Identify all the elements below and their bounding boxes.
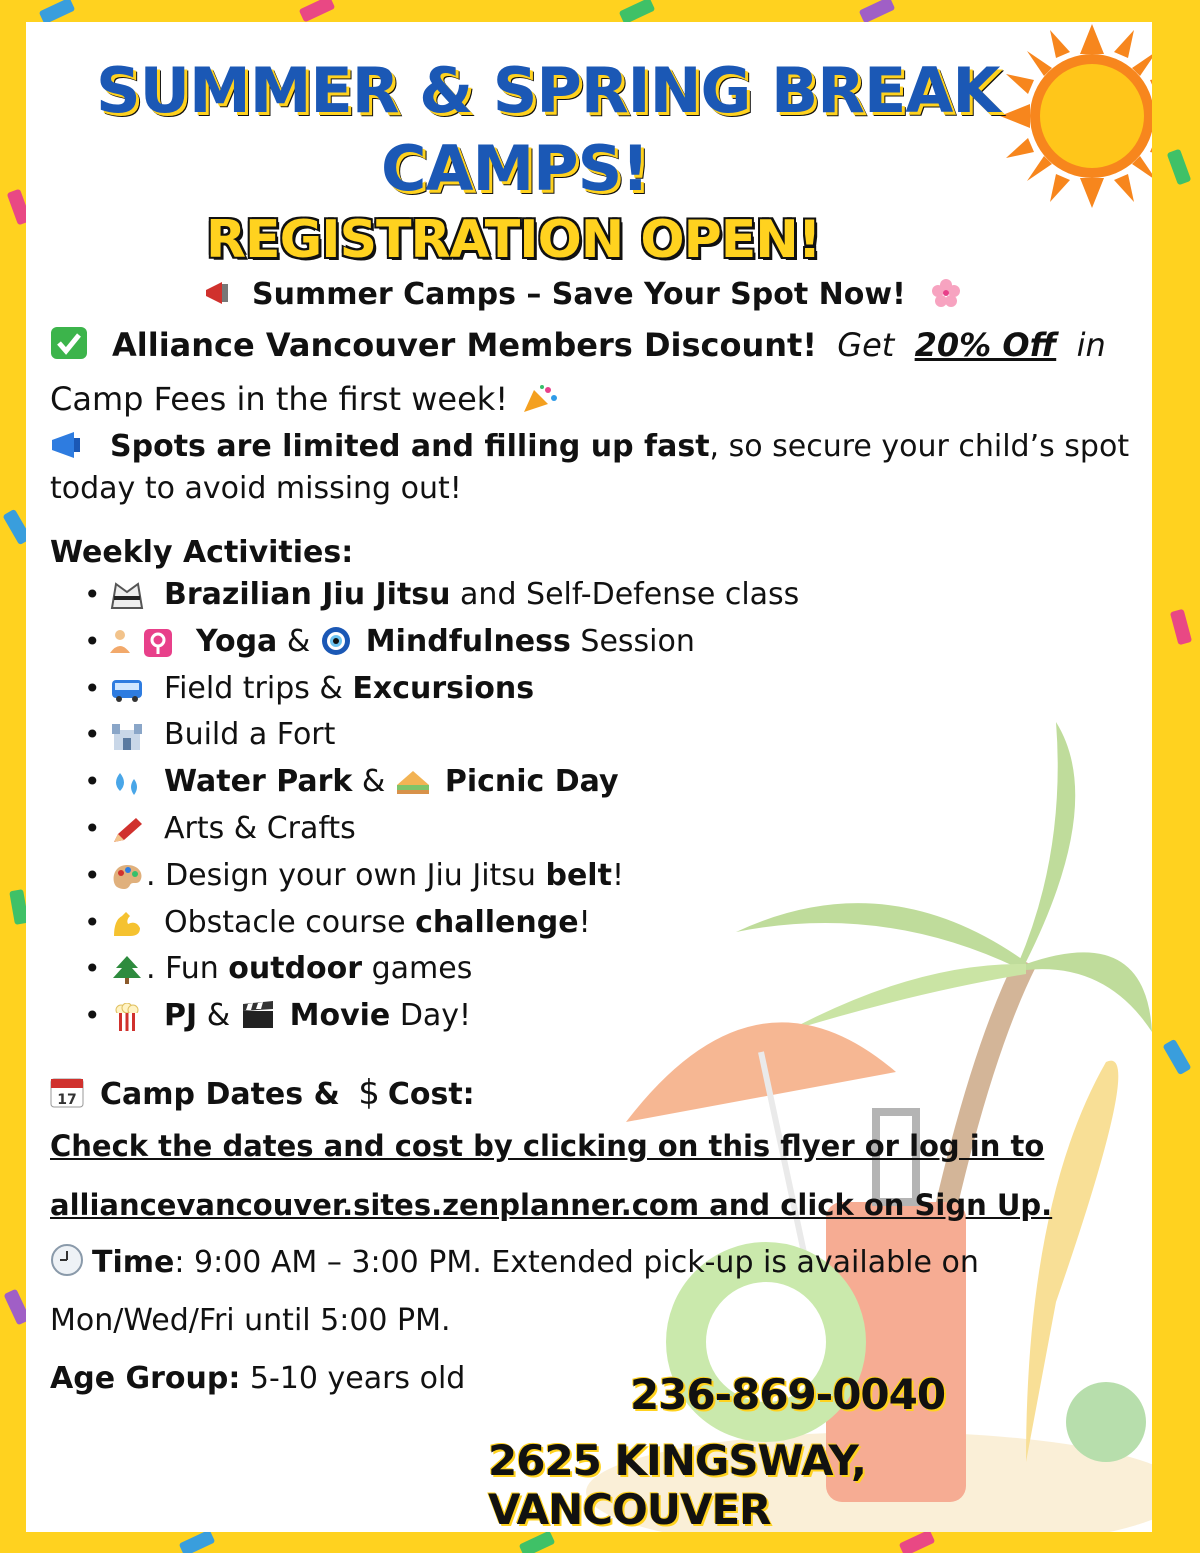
time-line2: Mon/Wed/Fri until 5:00 PM. [50, 1303, 451, 1338]
yoga-icon [108, 629, 178, 657]
list-item: • Obstacle course challenge! [84, 900, 799, 947]
spots-line2: today to avoid missing out! [50, 471, 462, 506]
list-item: • PJ & Movie Day! [84, 993, 799, 1040]
list-item: • Build a Fort [84, 712, 799, 759]
svg-text:17: 17 [57, 1092, 77, 1108]
clapper-board-icon [240, 1001, 276, 1029]
list-item: • . Fun outdoor games [84, 946, 799, 993]
time-line: Time: 9:00 AM – 3:00 PM. Extended pick-up is available on [50, 1242, 979, 1284]
activities-heading: Weekly Activities: [50, 535, 354, 570]
discount-line: Alliance Vancouver Members Discount! Get 20% Off in [50, 324, 1130, 366]
address: 2625 KINGSWAY, VANCOUVER [488, 1436, 866, 1532]
list-item: • Arts & Crafts [84, 806, 799, 853]
party-popper-icon [522, 384, 558, 414]
calendar-icon [50, 1076, 84, 1108]
phone-number[interactable]: 236-869-0040 [630, 1370, 946, 1419]
list-item: • Yoga & Mindfulness Session [84, 619, 799, 666]
list-item: • . Design your own Jiu Jitsu belt! [84, 853, 799, 900]
spots-line: Spots are limited and filling up fast, so secure your child’s spot [50, 426, 1129, 468]
cherry-blossom-icon [928, 278, 964, 308]
water-splash-icon [110, 769, 144, 797]
sandwich-icon [395, 767, 431, 795]
registration-subtitle: REGISTRATION OPEN! [206, 210, 821, 270]
castle-icon [110, 722, 144, 750]
age-group-line: Age Group: 5-10 years old [50, 1361, 466, 1396]
flexed-bicep-icon [110, 910, 144, 938]
discount-line2: Camp Fees in the first week! [50, 378, 572, 420]
page-title-line1: SUMMER & SPRING BREAK [96, 54, 1000, 127]
nazar-amulet-icon [320, 626, 352, 656]
summer-camps-line: Summer Camps – Save Your Spot Now! [202, 274, 964, 316]
list-item: • Field trips & Excursions [84, 666, 799, 713]
sun-icon [1000, 24, 1152, 208]
loudspeaker-icon [50, 430, 86, 460]
martial-arts-uniform-icon [110, 582, 144, 610]
register-link-line2[interactable]: alliancevancouver.sites.zenplanner.com and click on Sign Up. [50, 1188, 1053, 1222]
dollar-sign: $ [358, 1073, 380, 1113]
crayon-icon [110, 816, 144, 844]
check-mark-icon [50, 326, 88, 360]
camp-dates-heading: 17 Camp Dates & $ Cost: [50, 1072, 475, 1116]
tree-icon [110, 956, 144, 984]
megaphone-icon [202, 278, 238, 308]
list-item: • Brazilian Jiu Jitsu and Self-Defense class [84, 572, 799, 619]
list-item: • Water Park & Picnic Day [84, 759, 799, 806]
bus-icon [110, 676, 144, 704]
palette-icon [110, 863, 144, 891]
popcorn-icon [110, 1003, 144, 1031]
flyer-sheet[interactable] [26, 22, 1152, 1532]
page-title-line2: CAMPS! [381, 132, 649, 205]
register-link-line1[interactable]: Check the dates and cost by clicking on this flyer or log in to [50, 1129, 1045, 1163]
clock-icon [50, 1244, 84, 1276]
activities-list [84, 572, 799, 1040]
discount-percent: 20% Off [914, 326, 1057, 364]
